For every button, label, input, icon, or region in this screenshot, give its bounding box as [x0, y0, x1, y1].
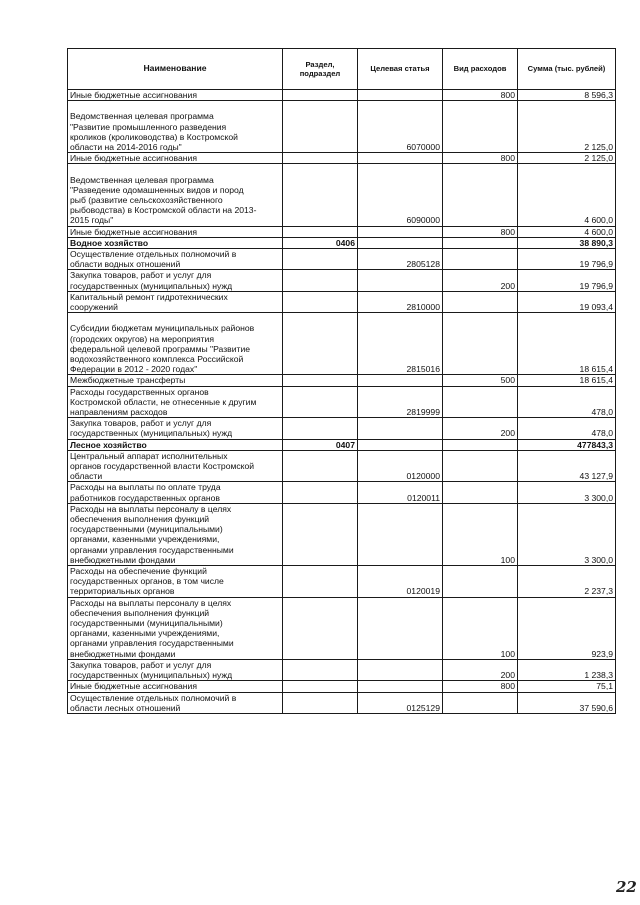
- cell-name: Расходы на выплаты персоналу в целях обеспечения выполнения функций государственными (муниципальными) органами, казенными учреждениями, органами управления государственными внебюджетными фондами: [68, 503, 283, 565]
- cell-sum: 4 600,0: [518, 226, 616, 237]
- cell-sum: 2 125,0: [518, 101, 616, 153]
- table-row: [68, 418, 616, 439]
- cell-type: 100: [443, 503, 518, 565]
- cell-type: 800: [443, 153, 518, 164]
- cell-target: 0120019: [358, 566, 443, 598]
- cell-target: 2819999: [358, 386, 443, 418]
- cell-type: [443, 164, 518, 226]
- cell-type: 800: [443, 681, 518, 692]
- header-type: Вид расходов: [443, 49, 518, 90]
- table-row: [68, 101, 616, 153]
- cell-section: [283, 482, 358, 503]
- cell-target: 2805128: [358, 249, 443, 270]
- cell-target: [358, 503, 443, 565]
- cell-type: 200: [443, 659, 518, 680]
- cell-type: [443, 439, 518, 450]
- cell-target: 2810000: [358, 291, 443, 312]
- table-row: [68, 692, 616, 713]
- cell-sum: 2 237,3: [518, 566, 616, 598]
- cell-type: [443, 692, 518, 713]
- cell-target: [358, 153, 443, 164]
- cell-section: [283, 90, 358, 101]
- cell-sum: 1 238,3: [518, 659, 616, 680]
- table-row: [68, 566, 616, 598]
- cell-sum: 8 596,3: [518, 90, 616, 101]
- cell-type: [443, 249, 518, 270]
- cell-type: 500: [443, 375, 518, 386]
- cell-type: [443, 482, 518, 503]
- header-sum: Сумма (тыс. рублей): [518, 49, 616, 90]
- header-name: Наименование: [68, 49, 283, 90]
- cell-section: 0406: [283, 237, 358, 248]
- cell-section: [283, 597, 358, 659]
- cell-section: [283, 270, 358, 291]
- table-row: [68, 226, 616, 237]
- cell-section: [283, 249, 358, 270]
- cell-target: [358, 270, 443, 291]
- cell-sum: 75,1: [518, 681, 616, 692]
- cell-sum: 18 615,4: [518, 313, 616, 375]
- cell-name: Расходы на выплаты по оплате труда работников государственных органов: [68, 482, 283, 503]
- table-row: [68, 90, 616, 101]
- cell-section: [283, 450, 358, 482]
- cell-type: [443, 450, 518, 482]
- cell-target: [358, 418, 443, 439]
- cell-sum: 478,0: [518, 386, 616, 418]
- cell-sum: 18 615,4: [518, 375, 616, 386]
- table-row: [68, 375, 616, 386]
- cell-section: [283, 418, 358, 439]
- cell-name: Иные бюджетные ассигнования: [68, 90, 283, 101]
- cell-name: Расходы государственных органов Костромской области, не отнесенные к другим направлениям расходов: [68, 386, 283, 418]
- cell-sum: 2 125,0: [518, 153, 616, 164]
- cell-target: 6070000: [358, 101, 443, 153]
- cell-section: [283, 692, 358, 713]
- cell-sum: 4 600,0: [518, 164, 616, 226]
- table-row: [68, 503, 616, 565]
- table-body: [68, 90, 616, 714]
- header-target: Целевая статья: [358, 49, 443, 90]
- table-row: [68, 450, 616, 482]
- cell-name: Ведомственная целевая программа "Развитие промышленного разведения кроликов (кролиководства) в Костромской области на 2014-2016 годы": [68, 101, 283, 153]
- cell-name: Иные бюджетные ассигнования: [68, 681, 283, 692]
- table-row: [68, 597, 616, 659]
- cell-name: Осуществление отдельных полномочий в области водных отношений: [68, 249, 283, 270]
- cell-sum: 19 796,9: [518, 270, 616, 291]
- cell-sum: 38 890,3: [518, 237, 616, 248]
- cell-name: Ведомственная целевая программа "Разведение одомашненных видов и пород рыб (развитие сельскохозяйственного рыбоводства) в Костромской области на 2013- 2015 годы": [68, 164, 283, 226]
- table-row: [68, 386, 616, 418]
- cell-name: Закупка товаров, работ и услуг для государственных (муниципальных) нужд: [68, 270, 283, 291]
- table-header-row: [68, 49, 616, 90]
- cell-target: 2815016: [358, 313, 443, 375]
- cell-section: [283, 153, 358, 164]
- cell-section: [283, 226, 358, 237]
- cell-type: [443, 237, 518, 248]
- cell-target: [358, 439, 443, 450]
- cell-target: [358, 226, 443, 237]
- table-row: [68, 237, 616, 248]
- cell-section: [283, 101, 358, 153]
- cell-sum: 478,0: [518, 418, 616, 439]
- cell-section: [283, 386, 358, 418]
- table-row: [68, 681, 616, 692]
- cell-section: [283, 681, 358, 692]
- cell-type: [443, 566, 518, 598]
- cell-section: [283, 291, 358, 312]
- cell-sum: 3 300,0: [518, 482, 616, 503]
- table-row: [68, 313, 616, 375]
- cell-target: [358, 90, 443, 101]
- cell-type: [443, 313, 518, 375]
- cell-section: [283, 566, 358, 598]
- cell-type: [443, 291, 518, 312]
- cell-sum: 37 590,6: [518, 692, 616, 713]
- cell-target: [358, 237, 443, 248]
- cell-type: 800: [443, 90, 518, 101]
- cell-name: Расходы на выплаты персоналу в целях обеспечения выполнения функций государственными (муниципальными) органами, казенными учреждениями, органами управления государственными внебюджетными фондами: [68, 597, 283, 659]
- table-row: [68, 291, 616, 312]
- cell-name: Капитальный ремонт гидротехнических сооружений: [68, 291, 283, 312]
- budget-table: [67, 48, 616, 714]
- cell-target: 0125129: [358, 692, 443, 713]
- cell-section: [283, 164, 358, 226]
- cell-name: Центральный аппарат исполнительных органов государственной власти Костромской области: [68, 450, 283, 482]
- cell-type: 200: [443, 270, 518, 291]
- table-row: [68, 270, 616, 291]
- cell-sum: 19 796,9: [518, 249, 616, 270]
- cell-target: [358, 597, 443, 659]
- cell-sum: 3 300,0: [518, 503, 616, 565]
- cell-name: Лесное хозяйство: [68, 439, 283, 450]
- cell-name: Межбюджетные трансферты: [68, 375, 283, 386]
- cell-sum: 923,9: [518, 597, 616, 659]
- cell-type: 200: [443, 418, 518, 439]
- table-row: [68, 482, 616, 503]
- cell-name: Закупка товаров, работ и услуг для государственных (муниципальных) нужд: [68, 418, 283, 439]
- cell-section: 0407: [283, 439, 358, 450]
- cell-name: Осуществление отдельных полномочий в области лесных отношений: [68, 692, 283, 713]
- cell-target: 0120000: [358, 450, 443, 482]
- cell-section: [283, 313, 358, 375]
- cell-sum: 477843,3: [518, 439, 616, 450]
- cell-type: 800: [443, 226, 518, 237]
- cell-name: Закупка товаров, работ и услуг для государственных (муниципальных) нужд: [68, 659, 283, 680]
- cell-target: [358, 375, 443, 386]
- cell-target: 0120011: [358, 482, 443, 503]
- header-section: Раздел, подраздел: [283, 49, 358, 90]
- table-row: [68, 164, 616, 226]
- table-row: [68, 249, 616, 270]
- page-number: 22: [616, 878, 637, 896]
- table-row: [68, 439, 616, 450]
- table-row: [68, 153, 616, 164]
- cell-target: [358, 659, 443, 680]
- table-row: [68, 659, 616, 680]
- cell-target: 6090000: [358, 164, 443, 226]
- cell-section: [283, 503, 358, 565]
- cell-section: [283, 375, 358, 386]
- cell-target: [358, 681, 443, 692]
- cell-name: Субсидии бюджетам муниципальных районов (городских округов) на мероприятия федеральной целевой программы "Развитие водохозяйственного комплекса Российской Федерации в 2012 - 2020 годах": [68, 313, 283, 375]
- cell-name: Иные бюджетные ассигнования: [68, 153, 283, 164]
- cell-sum: 43 127,9: [518, 450, 616, 482]
- cell-name: Расходы на обеспечение функций государственных органов, в том числе территориальных органов: [68, 566, 283, 598]
- cell-name: Иные бюджетные ассигнования: [68, 226, 283, 237]
- cell-type: 100: [443, 597, 518, 659]
- cell-sum: 19 093,4: [518, 291, 616, 312]
- cell-name: Водное хозяйство: [68, 237, 283, 248]
- cell-type: [443, 386, 518, 418]
- cell-section: [283, 659, 358, 680]
- cell-type: [443, 101, 518, 153]
